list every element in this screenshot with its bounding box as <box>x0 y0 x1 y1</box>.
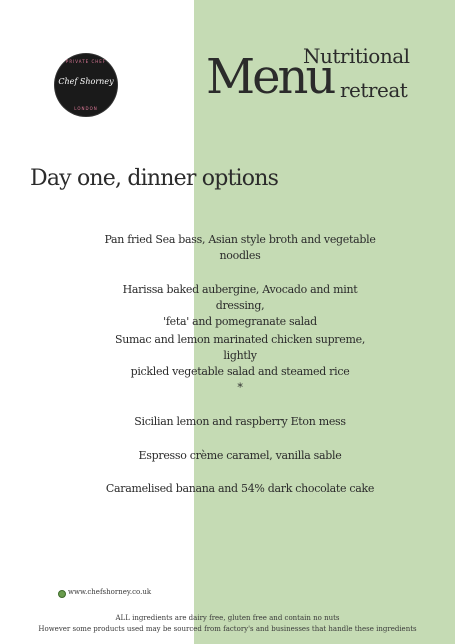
menu-item-line: Sumac and lemon marinated chicken supreme, lightly <box>114 333 366 362</box>
dessert-item: Espresso crème caramel, vanilla sable <box>138 449 342 462</box>
title-menu: Menu <box>206 49 334 105</box>
menu-item-line: Harissa baked aubergine, Avocado and mint dressing, <box>122 283 358 312</box>
logo-ring-text-top: PRIVATE CHEF <box>65 59 107 64</box>
chef-logo <box>55 54 117 116</box>
title-nutritional: Nutritional <box>303 44 410 68</box>
menu-item-line: Pan fried Sea bass, Asian style broth and vegetable <box>104 233 376 246</box>
course-separator: * <box>237 381 243 394</box>
logo-signature: Chef Shorney <box>58 77 114 86</box>
title-retreat: retreat <box>340 78 408 102</box>
page-heading: Day one, dinner options <box>30 166 279 191</box>
menu-item-line: noodles <box>219 249 261 262</box>
logo-ring-text-bottom: LONDON <box>74 106 98 111</box>
dessert-item: Caramelised banana and 54% dark chocolate cake <box>105 482 375 495</box>
dessert-item: Sicilian lemon and raspberry Eton mess <box>134 415 346 428</box>
website-link[interactable]: www.chefshorney.co.uk <box>68 588 152 596</box>
allergen-note: ALL ingredients are dairy free, gluten free and contain no nuts <box>115 614 340 622</box>
menu-item <box>100 232 380 264</box>
menu-item-line: pickled vegetable salad and steamed rice <box>130 365 350 378</box>
globe-icon <box>58 590 66 598</box>
allergen-disclaimer: However some products used may be sourced from factory's and businesses that handle these ingredients <box>38 625 417 633</box>
menu-item <box>100 332 380 380</box>
menu-item <box>100 282 380 330</box>
menu-item-line: 'feta' and pomegranate salad <box>163 315 317 328</box>
